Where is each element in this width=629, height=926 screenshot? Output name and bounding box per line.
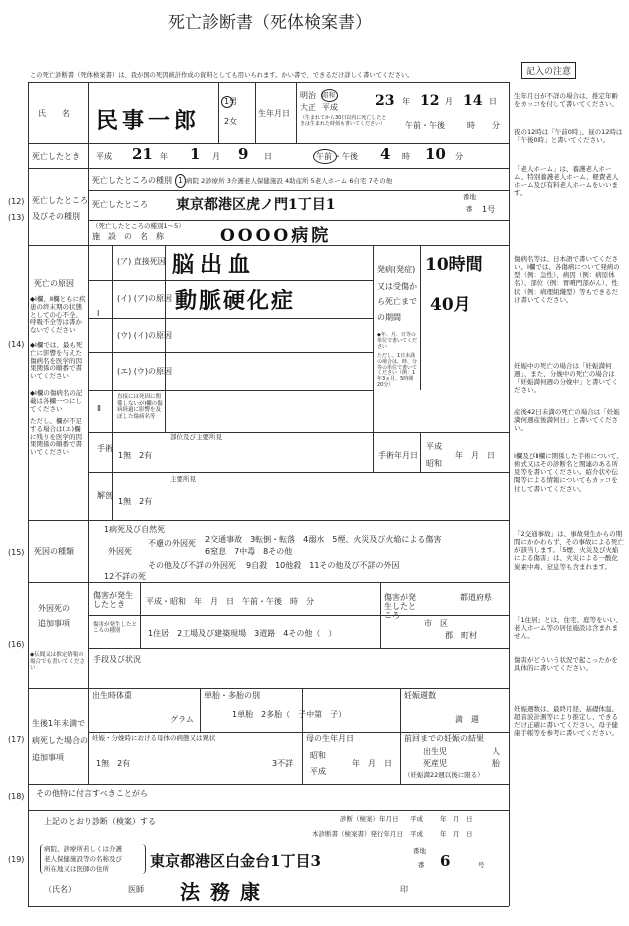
birth-day[interactable]: 14 (463, 93, 483, 109)
injury-prefecture: 都道府県 (460, 593, 492, 602)
cause-type-label: 死因の種類 (34, 547, 74, 556)
birth-year[interactable]: 23 (375, 93, 395, 109)
place-type-label: 死亡したところの種別 (92, 176, 172, 185)
cause-note-1: ◆Ⅰ欄、Ⅱ欄ともに疾患の終末期の状態としての心不全、呼吸不全等は書かないでください (30, 295, 86, 335)
side-note-3: 「老人ホーム」は、養護老人ホーム、特別養護老人ホーム、軽費老人ホーム及び有料老人ホームをいいます。 (514, 165, 619, 198)
single-multi-label: 単胎・多胎の別 (204, 691, 260, 700)
place-go: 1号 (482, 205, 496, 214)
row-number: (19) (8, 855, 25, 864)
death-hour-char: 時 (402, 152, 410, 161)
row-number: (16) (8, 640, 25, 649)
birth-hour: 時 (467, 121, 475, 130)
hospital-bracket (40, 844, 146, 874)
row-number: (14) (8, 340, 25, 349)
side-note-4: 傷病名等は、日本語で書いてください。Ⅰ欄では、各傷病について発病の型（例：急性）、病因（例：病原体名）、部位（例：胃噴門部がん）、性状（例：病理組織型）等もできるだけ書いてください。 (514, 255, 620, 304)
onset-note-1: ◆年、月、日等の単位で書いてください (377, 332, 418, 350)
autopsy-options[interactable]: 1無 2有 (118, 497, 153, 506)
side-note-9: 「1住居」とは、住宅、庭等をいい、老人ホーム等の居住施設は含まれません。 (514, 616, 623, 641)
place-type-options: 病院 2診療所 3介護老人保健施設 4助産所 5老人ホーム 6自宅 7その他 (186, 177, 393, 185)
injury-city: 市 区 (424, 619, 448, 628)
stillbirth-label: 死産児 (423, 759, 447, 768)
cause-a-value[interactable]: 脳出血 (172, 252, 257, 278)
pregnancy-options[interactable]: 1無 2有 (96, 759, 131, 768)
death-day[interactable]: 9 (238, 145, 249, 163)
cert-issue-ymd: 年 月 日 (440, 830, 473, 838)
place-label: 死亡したところ (92, 200, 148, 209)
birth-ampm: 午前・午後 (405, 121, 445, 130)
special-label: その他特に付言すべきことがら (36, 789, 148, 798)
cause-note-3: ◆Ⅰ欄の傷病名の記載は各欄一つにしてください (30, 389, 83, 413)
cause-type-options-1[interactable]: 2交通事故 3転倒・転落 4溺水 5煙、火災及び火焔による傷害 (205, 535, 442, 544)
notes-box: 記入の注意 (521, 62, 576, 79)
cause-type-other: その他及び不詳の外因死 (148, 561, 236, 570)
cert-diag-date: 診断（検案）年月日 (340, 815, 399, 823)
cert-banchi: 番地 (413, 847, 426, 855)
row-number: (17) (8, 735, 25, 744)
era-meiji: 明治 (300, 91, 316, 100)
mother-era-1: 昭和 (310, 751, 326, 760)
cause-type-external: 外因死 (108, 547, 132, 556)
cert-ban: 番 (418, 861, 425, 869)
death-pm[interactable]: ・午後 (334, 152, 358, 161)
cause-label: 死亡の原因 (34, 279, 74, 288)
surgery-era-2: 昭和 (426, 459, 442, 468)
injury-time-value[interactable]: 平成・昭和 年 月 日 午前・午後 時 分 (146, 597, 314, 606)
side-note-10: 傷害がどういう状況で起こったかを具体的に書いてください。 (514, 656, 618, 673)
injury-time-label: 傷害が発生したとき (93, 591, 133, 609)
stillbirth-unit: 胎 (492, 759, 500, 768)
birth-minute: 分 (492, 121, 500, 130)
sex-female[interactable]: 2女 (224, 117, 238, 126)
infant-label-2: 病死した場合の (32, 736, 88, 745)
side-note-1: 生年月日が不詳の場合は、推定年齢をカッコを付して書いてください。 (514, 92, 618, 109)
infant-label-1: 生後1年未満で (32, 719, 86, 728)
facility-label-1: （死亡したところの種別1～5） (92, 222, 185, 230)
side-note-2: 夜の12時は「午前0時」、昼の12時は「午後0時」と書いてください。 (514, 128, 623, 145)
side-note-6: 産後42日未満の死亡の場合は「妊娠満何週産後満何日」と書いてください。 (514, 408, 620, 433)
cause-type-options-2[interactable]: 6窒息 7中毒 8その他 (205, 547, 293, 556)
gestation-label: 妊娠週数 (404, 691, 436, 700)
death-month[interactable]: 1 (190, 145, 201, 163)
live-birth-label: 出生児 (423, 747, 447, 756)
cause-d-label: (エ) (ウ)の原因 (117, 367, 173, 376)
cert-doctor-name[interactable]: 法務康 (180, 880, 270, 904)
cert-seal: 印 (400, 885, 408, 894)
side-note-5: 妊娠中の死亡の場合は「妊娠満何週」、また、分娩中の死亡の場合は「妊娠満何週の分娩中」と書いてください。 (514, 362, 618, 395)
cause-b-period[interactable]: 40月 (430, 295, 471, 315)
era-taisho: 大正 (300, 103, 316, 112)
cert-doctor-label: 医師 (128, 885, 144, 894)
mother-birth-label: 母の生年月日 (306, 734, 354, 743)
autopsy-findings: 主要所見 (170, 475, 196, 483)
cert-address[interactable]: 東京都港区白金台1丁目3 (150, 852, 321, 870)
birth-month[interactable]: 12 (420, 93, 440, 109)
injury-town: 郡 町村 (445, 631, 477, 640)
place-left-label-1: 死亡したところ (32, 196, 88, 205)
hospital-label-2: 老人保健施設等の名称及び (44, 855, 122, 863)
cause-note-2: ◆Ⅰ欄では、最も死亡に影響を与えた傷病名を医学的因果関係の順番で書いてください (30, 341, 83, 381)
surgery-options[interactable]: 1無 2有 (118, 451, 153, 460)
death-minute-char: 分 (455, 152, 463, 161)
death-hour[interactable]: 4 (380, 145, 391, 163)
cause-type-natural[interactable]: 1病死及び自然死 (104, 525, 166, 534)
cert-diag-era: 平成 (410, 815, 423, 823)
place-value[interactable]: 東京都港区虎ノ門1丁目1 (176, 197, 336, 213)
onset-label-1: 発病(発症) (377, 265, 416, 274)
facility-value[interactable]: OOOO病院 (220, 226, 332, 246)
death-year-char: 年 (160, 152, 168, 161)
cert-name-label: （氏名） (44, 885, 76, 894)
birth-label: 生年月日 (258, 109, 290, 118)
cause-a-label: (ア) 直接死因 (117, 257, 166, 266)
row-number: (15) (8, 548, 25, 557)
onset-label-4: の期間 (377, 313, 401, 322)
era-heisei: 平成 (322, 103, 338, 112)
onset-label-2: 又は受傷か (377, 282, 417, 291)
year-char: 年 (402, 97, 410, 106)
infant-label-3: 追加事項 (32, 753, 64, 762)
onset-note-2: ただし、1日未満の場合は、時、分等の単位で書いてください（例：1年3ヵ月、5時間20分） (377, 353, 418, 388)
gestation-weeks: 満 週 (455, 715, 479, 724)
gram-label: グラム (170, 715, 194, 724)
place-left-label-2: 及びその種別 (32, 212, 80, 221)
cause-ii-label: 直接には死因に関係しないがⅠ欄の傷病経過に影響を及ぼした傷病名等 (117, 394, 163, 420)
cause-b-value[interactable]: 動脈硬化症 (175, 288, 296, 314)
death-year[interactable]: 21 (132, 145, 153, 163)
death-am[interactable]: 午前 (316, 152, 332, 161)
side-note-11: 妊娠週数は、最終月経、基礎体温、超音波計測等により推定し、できるだけ正確に書いてください。母子健康手帳等を参考に書いてください。 (514, 705, 618, 738)
death-era: 平成 (96, 152, 112, 161)
prev-pregnancy-label: 前回までの妊娠の結果 (404, 734, 484, 743)
method-label: 手段及び状況 (93, 655, 141, 664)
place-type-options-ext[interactable]: 1住居 2工場及び建築現場 3道路 4その他（ ） (148, 629, 337, 638)
row-number: (12) (8, 197, 25, 206)
pregnancy-label: 妊娠・分娩時における母体の病態又は異状 (92, 734, 216, 742)
facility-label-2: 施 設 の 名 称 (92, 232, 164, 241)
cert-issue-date: 本診断書（検案書）発行年月日 (312, 830, 403, 838)
cert-go-number[interactable]: 6 (440, 852, 451, 870)
roman-i: Ⅰ (97, 309, 100, 318)
pregnancy-unknown[interactable]: 3不詳 (272, 759, 294, 768)
place-type-label-ext: 傷害が発生したところの種別 (93, 622, 138, 635)
onset-label-3: ら死亡まで (377, 297, 417, 306)
external-label-1: 外因死の (38, 604, 70, 613)
page-title: 死亡診断書（死体検案書） (168, 13, 372, 33)
surgery-era-1: 平成 (426, 442, 442, 451)
external-note: ◆伝聞又は推定情報の場合でも書いてください (30, 652, 86, 672)
mother-era-2: 平成 (310, 767, 326, 776)
roman-ii: Ⅱ (97, 404, 101, 413)
surgery-label: 手術 (97, 444, 113, 453)
cert-issue-era: 平成 (410, 830, 423, 838)
birth-weight-label: 出生時体重 (92, 691, 132, 700)
cause-type-options-3[interactable]: 9自殺 10他殺 11その他及び不詳の外因 (246, 561, 400, 570)
death-month-char: 月 (212, 152, 220, 161)
external-label-2: 追加事項 (38, 619, 70, 628)
mother-ymd: 年 月 日 (352, 759, 392, 768)
place-ban: 番 (466, 205, 473, 213)
single-multi-options[interactable]: 1単胎 2多胎（ 子中第 子） (232, 710, 347, 719)
autopsy-label: 解剖 (97, 491, 113, 500)
death-time-label: 死亡したとき (32, 152, 80, 161)
place-banchi: 番地 (463, 193, 476, 201)
sex-male[interactable]: 1男 (224, 97, 238, 106)
hospital-label-1: 病院、診療所若しくは介護 (44, 845, 122, 853)
name-label: 氏 名 (38, 109, 70, 118)
month-char: 月 (445, 97, 453, 106)
death-day-char: 日 (264, 152, 272, 161)
hospital-label-3: 所在地又は医師の住所 (44, 865, 109, 873)
cert-go: 号 (478, 861, 485, 869)
cause-c-label: (ウ) (イ)の原因 (117, 331, 173, 340)
infant-note: （妊娠満22週以後に限る） (404, 771, 484, 779)
row-number: (13) (8, 213, 25, 222)
surgery-ymd: 年 月 日 (455, 451, 495, 460)
row-number: (18) (8, 792, 25, 801)
era-showa: 昭和 (322, 91, 335, 99)
cause-note-4: ただし、欄が不足する場合は(エ)欄に残りを医学的因果関係の順番で書いてください (30, 417, 82, 457)
death-minute[interactable]: 10 (425, 145, 446, 163)
cause-type-accidental: 不慮の外因死 (148, 539, 196, 548)
cause-a-period[interactable]: 10時間 (425, 255, 483, 275)
day-char: 日 (489, 97, 497, 106)
instruction-text: この死亡診断書（死体検案書）は、我が国の死因統計作成の資料としても用いられます。かい書で、できるだけ詳しく書いてください。 (30, 72, 414, 79)
cause-b-label: (イ) (ア)の原因 (117, 294, 173, 303)
birth-note: （生まれてから30日以内に死亡したときは生まれた時刻も書いてください） (300, 115, 387, 127)
live-birth-unit: 人 (492, 747, 500, 756)
cert-diag-ymd: 年 月 日 (440, 815, 473, 823)
surgery-site: 部位及び主要所見 (170, 433, 222, 441)
injury-place-label: 傷害が発生したところ (384, 593, 416, 620)
side-note-7: Ⅰ欄及びⅡ欄に関係した手術について、術式又はその診断名と関連のある所見等を書いてください。紹介状や伝聞等による情報についてもカッコを付して書いてください。 (514, 452, 623, 493)
cause-type-unknown[interactable]: 12不詳の死 (104, 572, 147, 581)
side-note-8: 「2交通事故」は、事故発生からの期間にかかわらず、その事故による死亡が該当します。「5煙、火災及び火焔による傷害」は、火災による一酸化炭素中毒、窒息等も含まれます。 (514, 530, 624, 571)
cert-statement: 上記のとおり診断（検案）する (44, 817, 156, 826)
place-type-selected[interactable]: 1 (178, 176, 184, 185)
name-value[interactable]: 民事一郎 (96, 108, 201, 134)
surgery-date-label: 手術年月日 (378, 451, 418, 460)
